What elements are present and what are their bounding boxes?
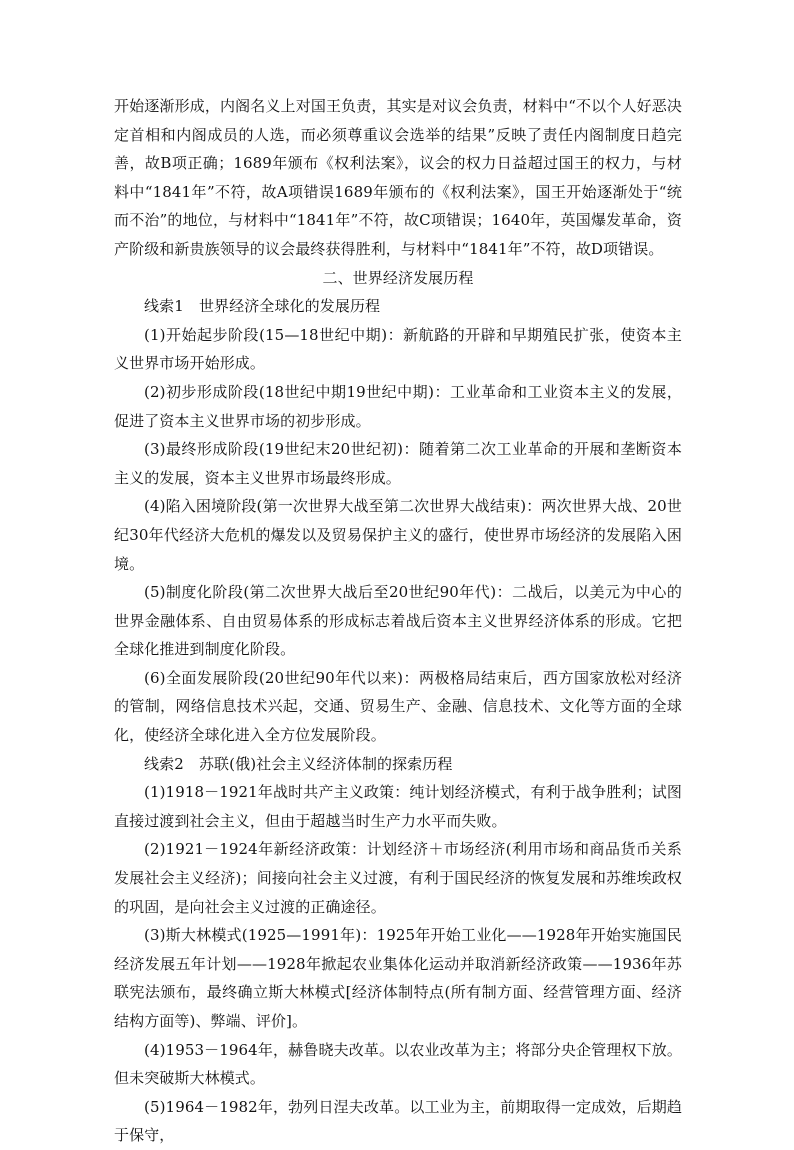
list-item: (3)最终形成阶段(19世纪末20世纪初)：随着第二次工业革命的开展和垄断资本主义的发展，资本主义世界市场最终形成。 — [114, 440, 682, 487]
list-item: (3)斯大林模式(1925—1991年)：1925年开始工业化——1928年开始实施国民经济发展五年计划——1928年掀起农业集体化运动并取消新经济政策——1936年苏联宪法颁布，最终确立斯大林模式[经济体制特点(所有制方面、经营管理方面、经济结构方面等)、弊端、评价]。 — [114, 926, 682, 1030]
list-item: (5)1964－1982年，勃列日涅夫改革。以工业为主，前期取得一定成效，后期趋于保守， — [114, 1097, 682, 1145]
paragraph-continuation: 开始逐渐形成，内阁名义上对国王负责，其实是对议会负责，材料中“不以个人好恶决定首相和内阁成员的人选，而必须尊重议会选举的结果”反映了责任内阁制度日趋完善，故B项正确；1689年颁布《权利法案》，议会的权力日益超过国王的权力，与材料中“1841年”不符，故A项错误1689年颁布的《权利法案》，国王开始逐渐处于“统而不治”的地位，与材料中“1841年”不符，故C项错误；1640年，英国爆发革命，资产阶级和新贵族领导的议会最终获得胜利，与材料中“1841年”不符，故D项错误。 — [114, 97, 682, 258]
section-heading: 二、世界经济发展历程 — [322, 268, 474, 287]
list-item: (2)1921－1924年新经济政策：计划经济＋市场经济(利用市场和商品货币关系发展社会主义经济)；间接向社会主义过渡，有利于国民经济的恢复发展和苏维埃政权的巩固，是向社会主义过渡的正确途径。 — [114, 840, 682, 916]
list-item: (4)陷入困境阶段(第一次世界大战至第二次世界大战结束)：两次世界大战、20世纪30年代经济大危机的爆发以及贸易保护主义的盛行，使世界市场经济的发展陷入困境。 — [114, 497, 682, 573]
list-item: (1)开始起步阶段(15—18世纪中期)：新航路的开辟和早期殖民扩张，使资本主义世界市场开始形成。 — [114, 325, 682, 373]
list-item: (5)制度化阶段(第二次世界大战后至20世纪90年代)：二战后，以美元为中心的世界金融体系、自由贸易体系的形成标志着战后资本主义世界经济体系的形成。它把全球化推进到制度化阶段。 — [114, 583, 682, 659]
list-item: (4)1953－1964年，赫鲁晓夫改革。以农业改革为主；将部分央企管理权下放。但未突破斯大林模式。 — [114, 1040, 682, 1088]
list-item: (2)初步形成阶段(18世纪中期19世纪中期)：工业革命和工业资本主义的发展，促进了资本主义世界市场的初步形成。 — [114, 382, 682, 430]
clue-heading-1: 线索1 世界经济全球化的发展历程 — [144, 297, 381, 316]
document-page — [114, 92, 682, 1150]
list-item: (1)1918－1921年战时共产主义政策：纯计划经济模式，有利于战争胜利；试图直接过渡到社会主义，但由于超越当时生产力水平而失败。 — [114, 783, 682, 830]
clue-heading-2: 线索2 苏联(俄)社会主义经济体制的探索历程 — [144, 754, 453, 773]
list-item: (6)全面发展阶段(20世纪90年代以来)：两极格局结束后，西方国家放松对经济的管制，网络信息技术兴起，交通、贸易生产、金融、信息技术、文化等方面的全球化，使经济全球化进入全方位发展阶段。 — [114, 668, 682, 745]
